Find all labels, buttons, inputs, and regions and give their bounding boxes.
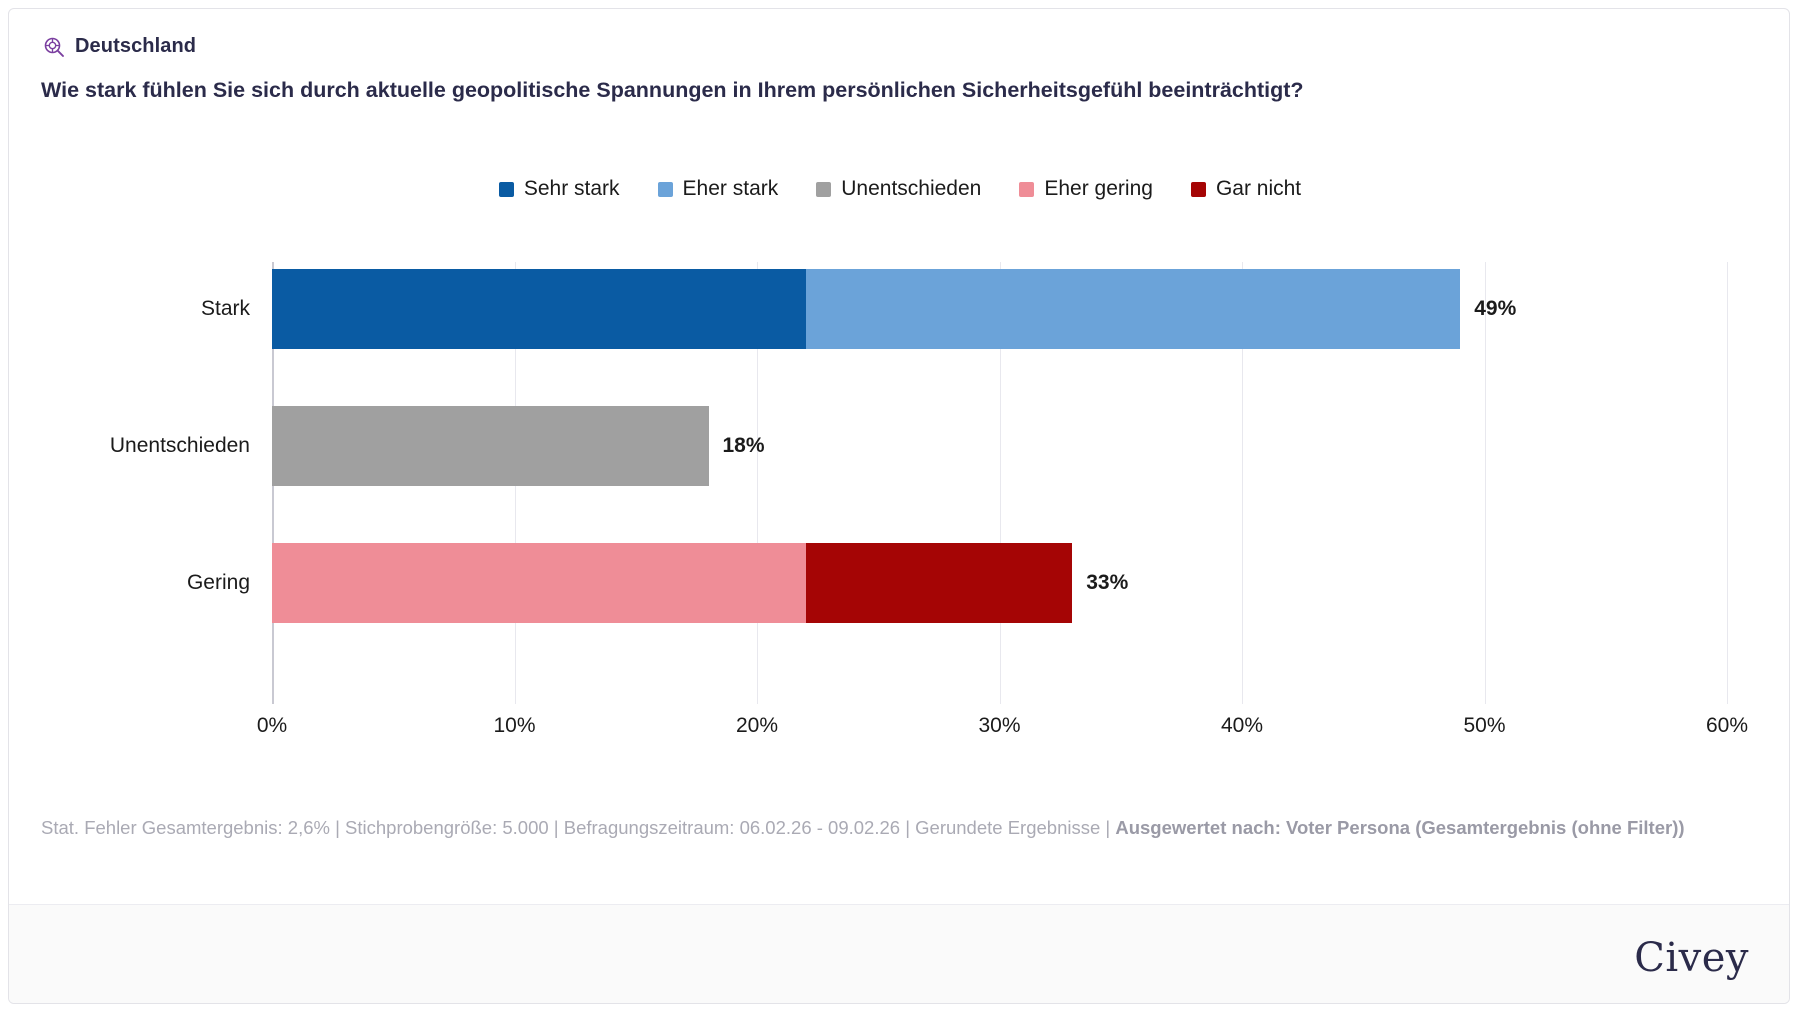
chart-legend [9,177,1790,201]
legend-swatch-icon [658,182,673,197]
legend-item[interactable] [816,177,981,201]
region-header [43,35,196,58]
legend-item[interactable] [658,177,779,201]
bar-segment[interactable] [806,269,1461,349]
legend-swatch-icon [816,182,831,197]
legend-swatch-icon [1191,182,1206,197]
legend-item[interactable] [499,177,620,201]
footnote-emphasis: Ausgewertet nach: Voter Persona (Gesamtergebnis (ohne Filter)) [1115,817,1685,838]
chart-bar-row [109,406,1727,486]
brand-logo: Civey [1634,935,1749,981]
legend-label: Unentschieden [841,177,982,200]
chart-bar-row [186,543,1727,623]
legend-item[interactable] [1019,177,1153,201]
bar-segment[interactable] [806,543,1073,623]
chart-plot-area [109,262,1749,737]
chart-footnote [41,814,1731,843]
search-region-icon [43,36,65,58]
region-label: Deutschland [75,35,197,57]
footnote-text: Stat. Fehler Gesamtergebnis: 2,6% | Stichprobengröße: 5.000 | Befragungszeitraum: 06.02.26 - 09.02.26 | Gerundete Ergebnisse | [41,817,1116,838]
gridline [1727,262,1728,704]
footer-bar [9,904,1789,1003]
x-axis-tick-label: 50% [1463,714,1506,737]
bar-segment[interactable] [272,543,806,623]
legend-item[interactable] [1191,177,1301,201]
x-axis-tick-label: 40% [1220,714,1264,737]
category-label: Stark [200,297,250,320]
x-axis-tick-label: 20% [735,714,779,737]
x-axis-tick-label: 0% [256,714,288,737]
bar-segment[interactable] [272,269,806,349]
legend-label: Sehr stark [523,177,620,200]
legend-swatch-icon [1019,182,1034,197]
bar-total-label: 33% [1086,571,1129,594]
bar-total-label: 18% [722,434,765,457]
x-axis-tick-label: 10% [493,714,536,737]
bar-segment[interactable] [272,406,709,486]
legend-label: Eher gering [1044,177,1153,200]
legend-label: Eher stark [682,177,779,200]
chart-bar-row [200,269,1727,349]
x-axis-tick-label: 30% [978,714,1021,737]
bar-total-label: 49% [1474,297,1517,320]
x-axis-tick-label: 60% [1705,714,1749,737]
question-title: Wie stark fühlen Sie sich durch aktuelle geopolitische Spannungen in Ihrem persönlichen Sicherheitsgefühl beeinträchtigt? [41,78,1304,102]
legend-swatch-icon [499,182,514,197]
chart-card [8,8,1790,1004]
legend-label: Gar nicht [1215,177,1302,200]
category-label: Unentschieden [109,434,250,457]
category-label: Gering [186,571,250,594]
